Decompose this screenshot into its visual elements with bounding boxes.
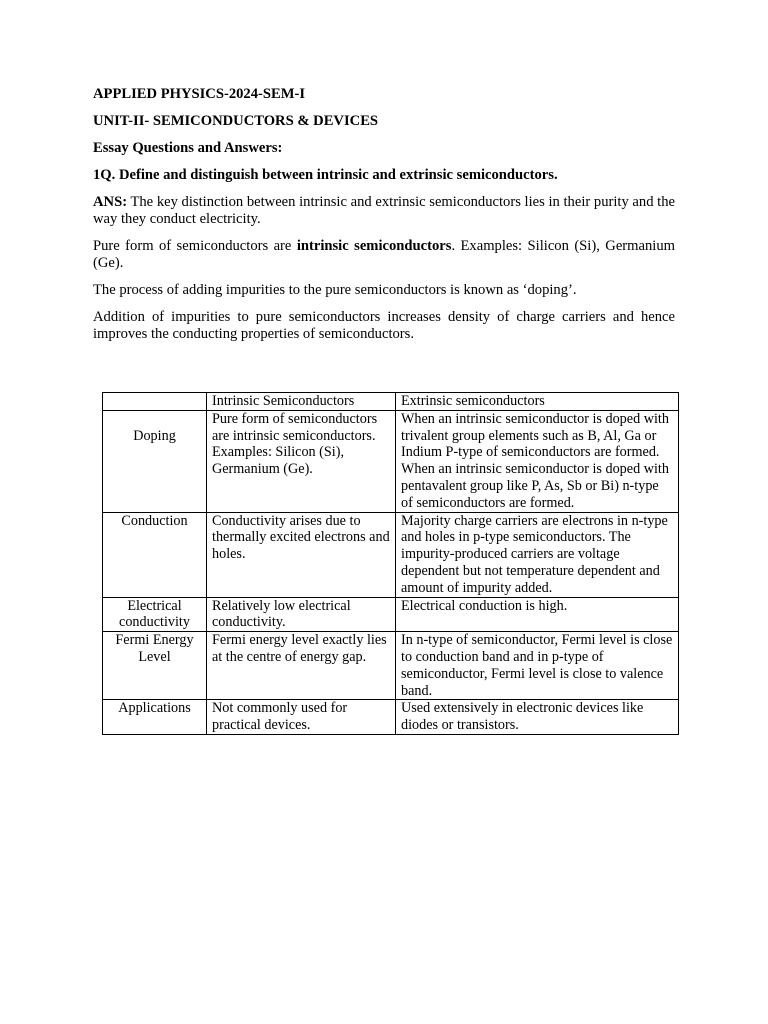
intrinsic-cell: Fermi energy level exactly lies at the centre of energy gap.: [207, 632, 396, 700]
table-row: [103, 410, 679, 512]
row-label: Conduction: [103, 512, 207, 597]
row-label: [103, 410, 207, 512]
table-row: [103, 512, 679, 597]
header-cell-empty: [103, 393, 207, 411]
section-heading: Essay Questions and Answers:: [93, 140, 283, 156]
extrinsic-cell: In n-type of semiconductor, Fermi level is close to conduction band and in p-type of semiconductor, Fermi level is close to valence band.: [396, 632, 679, 700]
row-label: Fermi Energy Level: [103, 632, 207, 700]
extrinsic-cell: Used extensively in electronic devices like diodes or transistors.: [396, 700, 679, 735]
intrinsic-cell: Not commonly used for practical devices.: [207, 700, 396, 735]
table-row: [103, 700, 679, 735]
intrinsic-cell: Relatively low electrical conductivity.: [207, 597, 396, 632]
doping-paragraph: The process of adding impurities to the pure semiconductors is known as ‘doping’.: [93, 282, 577, 298]
intrinsic-cell: [207, 410, 396, 512]
document-title: APPLIED PHYSICS-2024-SEM-I: [93, 86, 306, 102]
row-label-text: Doping: [133, 427, 176, 444]
unit-heading: UNIT-II- SEMICONDUCTORS & DEVICES: [93, 113, 379, 129]
comparison-table: [102, 392, 679, 735]
cell-line: Examples: Silicon (Si), Germanium (Ge).: [212, 444, 345, 478]
answer-paragraph: [93, 194, 675, 228]
table-body: [103, 393, 679, 735]
comparison-table-wrapper: [102, 392, 678, 735]
paragraph-text: . Examples: Silicon (Si), Germanium (Ge).: [93, 238, 675, 271]
table-header-row: [103, 393, 679, 411]
extrinsic-cell: [396, 410, 679, 512]
extrinsic-cell: Majority charge carriers are electrons in n-type and holes in p-type semiconductors. The impurity-produced carriers are voltage dependent but not temperature dependent and amount of impurity added.: [396, 512, 679, 597]
answer-text: The key distinction between intrinsic and extrinsic semiconductors lies in their purity and the way they conduct electricity.: [93, 194, 675, 227]
table-row: [103, 597, 679, 632]
impurity-paragraph: Addition of impurities to pure semiconductors increases density of charge carriers and hence improves the conducting properties of semiconductors.: [93, 309, 675, 342]
question-heading: 1Q. Define and distinguish between intrinsic and extrinsic semiconductors.: [93, 167, 558, 183]
intrinsic-definition-paragraph: [93, 238, 675, 272]
answer-label: ANS:: [93, 194, 128, 210]
cell-line: Pure form of semiconductors are intrinsic semiconductors.: [212, 410, 378, 444]
intrinsic-cell: Conductivity arises due to thermally excited electrons and holes.: [207, 512, 396, 597]
row-label: Applications: [103, 700, 207, 735]
cell-line: When an intrinsic semiconductor is doped with pentavalent group like P, As, Sb or Bi) n-type of semiconductors are formed.: [401, 461, 669, 511]
header-cell-intrinsic: Intrinsic Semiconductors: [207, 393, 396, 411]
row-label: Electrical conductivity: [103, 597, 207, 632]
paragraph-bold-term: intrinsic semiconductors: [296, 238, 452, 254]
header-cell-extrinsic: Extrinsic semiconductors: [396, 393, 679, 411]
document-body: [93, 86, 675, 353]
cell-line: When an intrinsic semiconductor is doped with trivalent group elements such as B, Al, Ga or Indium P-type of semiconductors are formed.: [401, 410, 669, 461]
extrinsic-cell: Electrical conduction is high.: [396, 597, 679, 632]
table-row: [103, 632, 679, 700]
paragraph-text: Pure form of semiconductors are: [93, 238, 297, 254]
